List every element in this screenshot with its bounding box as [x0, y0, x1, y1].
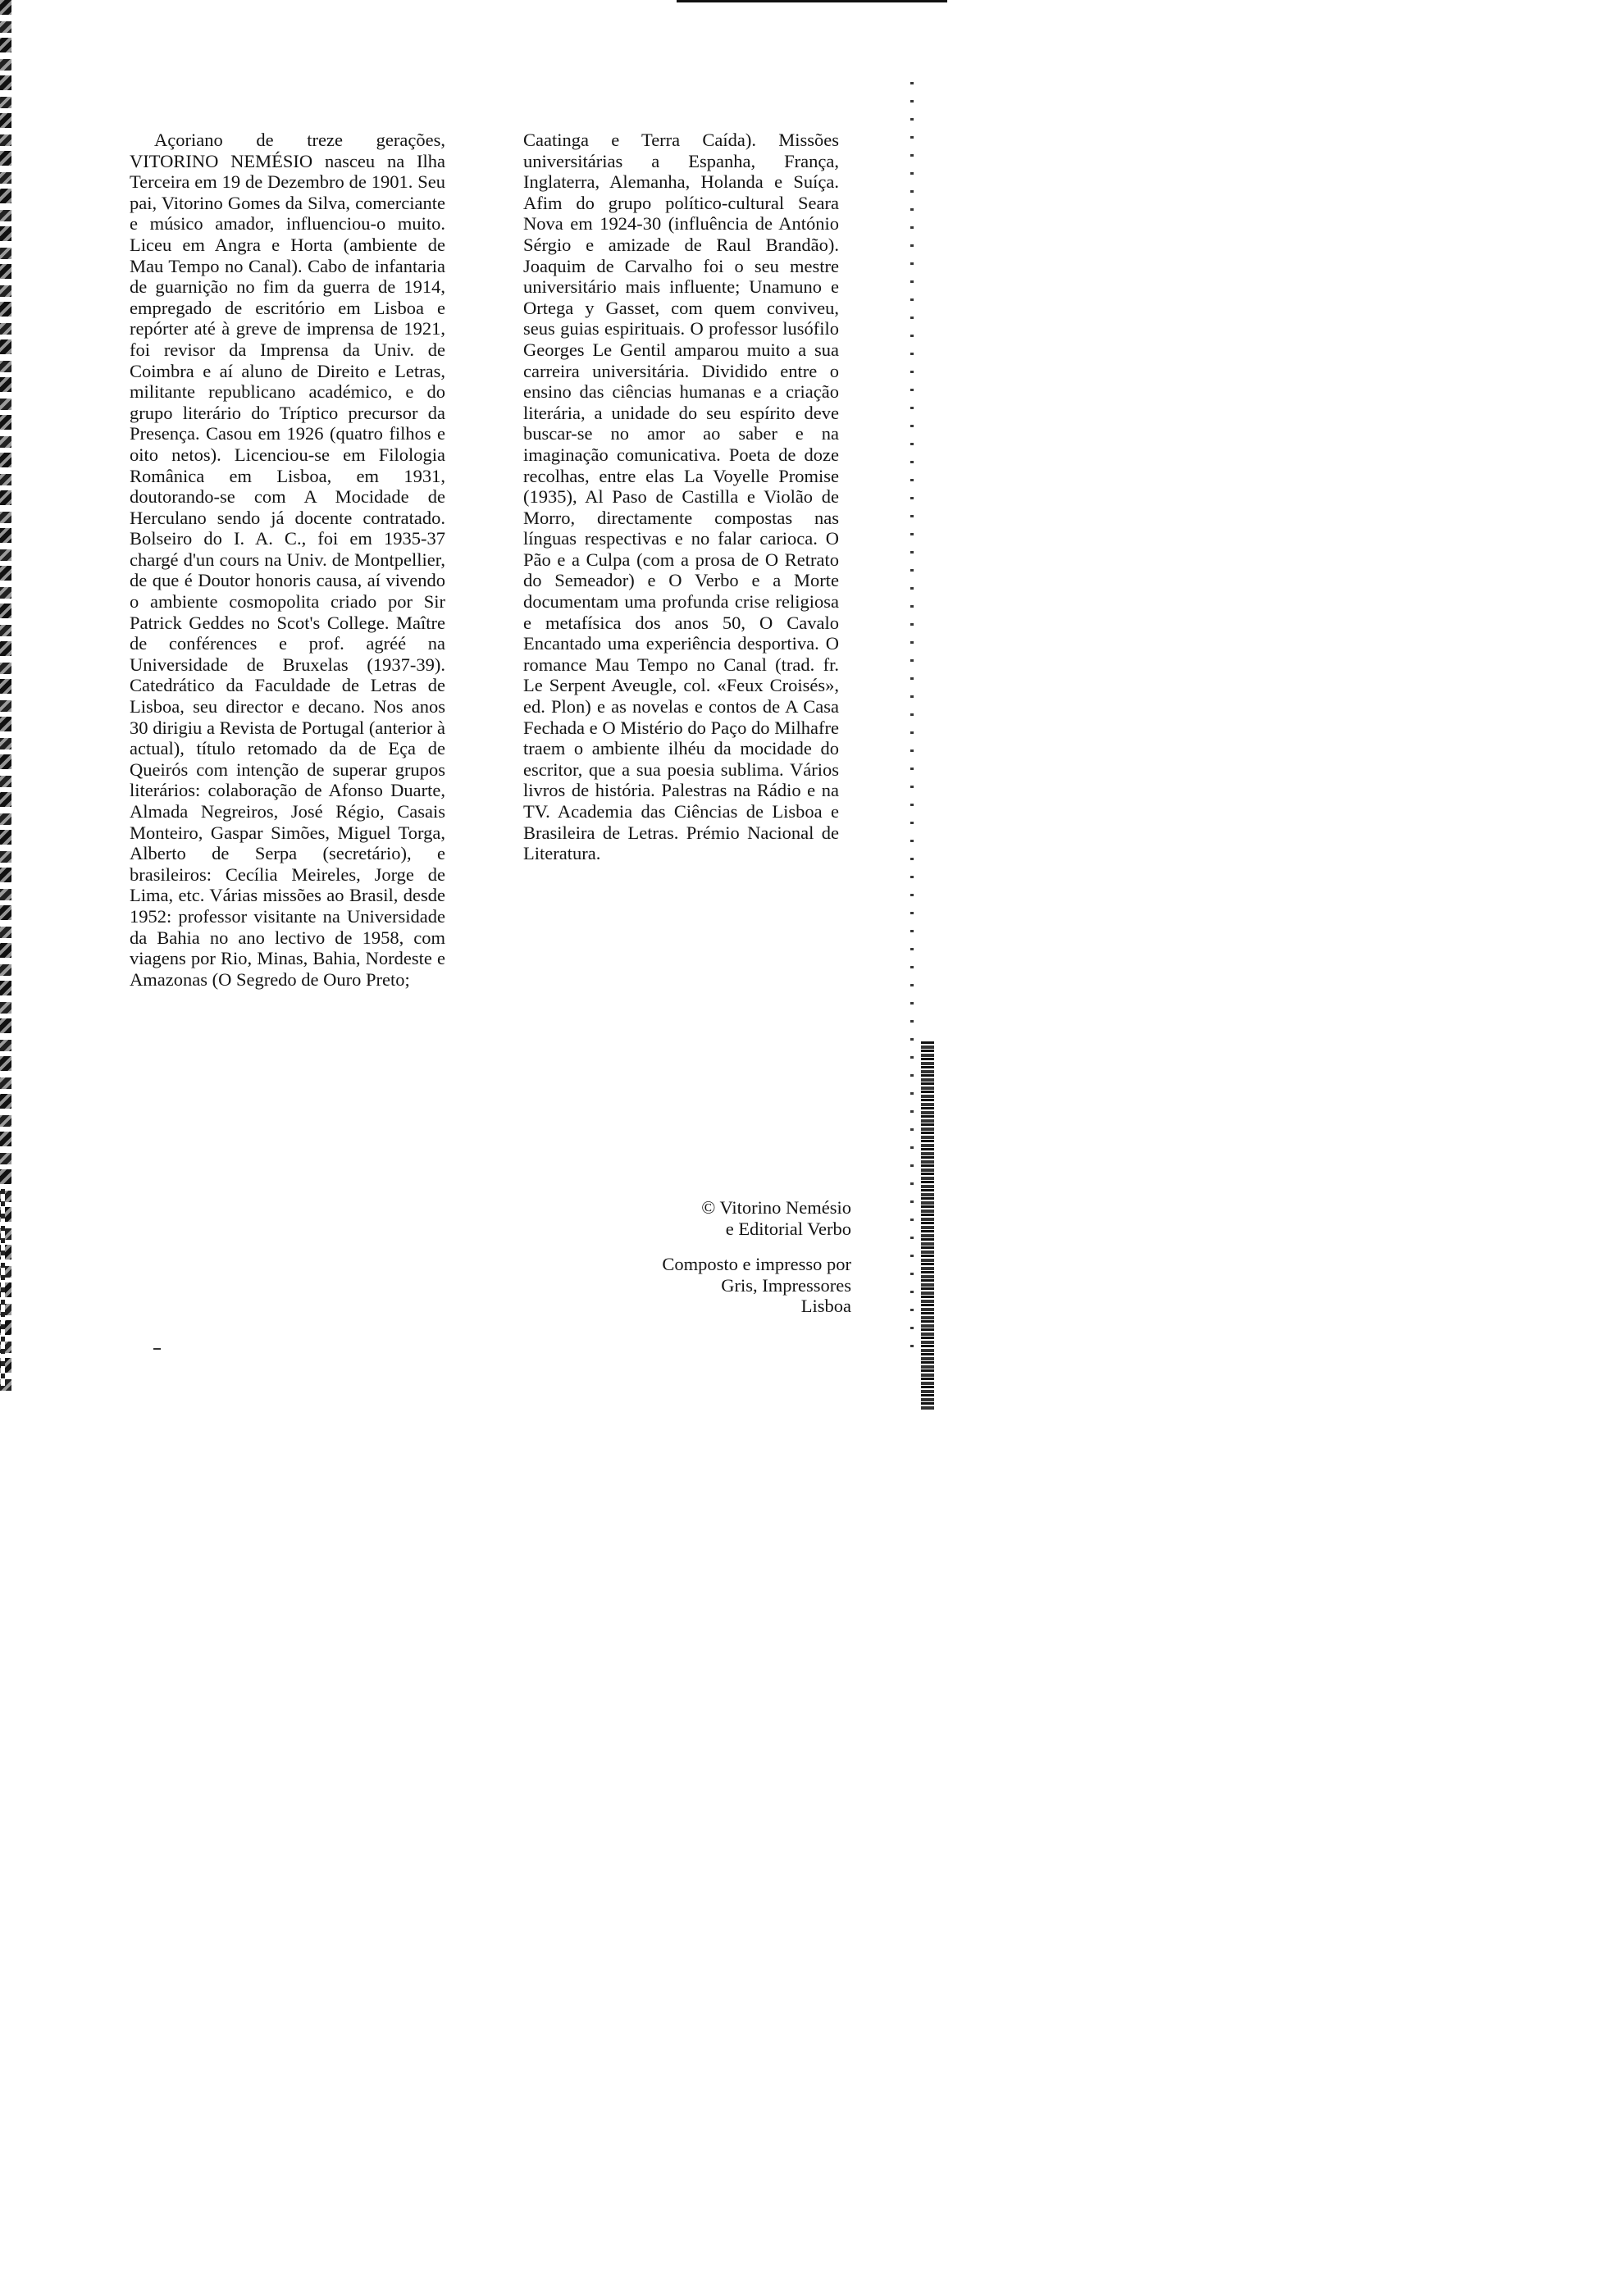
scan-border-top	[677, 0, 947, 2]
copyright-line: © Vitorino Nemésio	[701, 1197, 851, 1218]
ink-mark	[153, 1348, 161, 1350]
printer-line: Lisboa	[800, 1296, 851, 1317]
biography-column-right	[523, 130, 839, 864]
printer-notice	[523, 1254, 851, 1317]
biography-column-left	[130, 130, 445, 990]
scan-border-right	[921, 1041, 934, 1410]
scan-dots-left	[1, 1189, 5, 1386]
copyright-line: e Editorial Verbo	[725, 1218, 851, 1239]
ornament-pattern	[0, 0, 11, 1394]
copyright-notice	[523, 1197, 851, 1239]
scan-border-right-dots	[910, 82, 914, 1353]
colophon	[523, 1197, 851, 1317]
printer-line: Composto e impresso por	[662, 1254, 851, 1275]
printer-line: Gris, Impressores	[721, 1274, 851, 1296]
biography-text-right: Caatinga e Terra Caída). Missões universitárias a Espanha, França, Inglaterra, Alemanha, Holanda e Suíça. Afim do grupo político-cultural Seara Nova em 1924-30 (influência de António Sérgio e amizade de Raul Brandão). Joaquim de Carvalho foi o seu mestre universitário mais influente; Unamuno e Ortega y Gasset, com quem conviveu, seus guias espirituais. O professor lusófilo Georges Le Gentil amparou muito a sua carreira universitária. Dividido entre o ensino das ciências humanas e a criação literária, a unidade do seu espírito deve buscar-se no amor ao saber e na imaginação comunicativa. Poeta de doze recolhas, entre elas La Voyelle Promise (1935), Al Paso de Castilla e Violão de Morro, directamente compostas nas línguas respectivas e no falar carioca. O Pão e a Culpa (com a prosa de O Retrato do Semeador) e O Verbo e a Morte documentam uma profunda crise religiosa e metafísica dos anos 50, O Cavalo Encantado uma experiência desportiva. O romance Mau Tempo no Canal (trad. fr. Le Serpent Aveugle, col. «Feux Croisés», ed. Plon) e as novelas e contos de A Casa Fechada e O Mistério do Paço do Milhafre traem o ambiente ilhéu da mocidade do escritor, que a sua poesia sublima. Vários livros de história. Palestras na Rádio e na TV. Academia das Ciências de Lisboa e Brasileira de Letras. Prémio Nacional de Literatura.	[523, 130, 839, 864]
biography-text-left: Açoriano de treze gerações, VITORINO NEMÉSIO nasceu na Ilha Terceira em 19 de Dezembro de 1901. Seu pai, Vitorino Gomes da Silva, comerciante e músico amador, influenciou-o muito. Liceu em Angra e Horta (ambiente de Mau Tempo no Canal). Cabo de infantaria de guarnição no fim da guerra de 1914, empregado de escritório em Lisboa e repórter até à greve de imprensa de 1921, foi revisor da Imprensa da Univ. de Coimbra e aí aluno de Direito e Letras, militante republicano académico, e do grupo literário do Tríptico precursor da Presença. Casou em 1926 (quatro filhos e oito netos). Licenciou-se em Filologia Românica em Lisboa, em 1931, doutorando-se com A Mocidade de Herculano sendo já docente contratado. Bolseiro do I. A. C., foi em 1935-37 chargé d'un cours na Univ. de Montpellier, de que é Doutor honoris causa, aí vivendo o ambiente cosmopolita criado por Sir Patrick Geddes no Scot's College. Maître de conférences e prof. agréé na Universidade de Bruxelas (1937-39). Catedrático da Faculdade de Letras de Lisboa, seu director e decano. Nos anos 30 dirigiu a Revista de Portugal (anterior à actual), título retomado da de Eça de Queirós com intenção de superar grupos literários: colaboração de Afonso Duarte, Almada Negreiros, José Régio, Casais Monteiro, Gaspar Simões, Miguel Torga, Alberto de Serpa (secretário), e brasileiros: Cecília Meireles, Jorge de Lima, etc. Várias missões ao Brasil, desde 1952: professor visitante na Universidade da Bahia no ano lectivo de 1958, com viagens por Rio, Minas, Bahia, Nordeste e Amazonas (O Segredo de Ouro Preto;	[130, 130, 445, 990]
scan-border-left	[0, 0, 11, 1394]
